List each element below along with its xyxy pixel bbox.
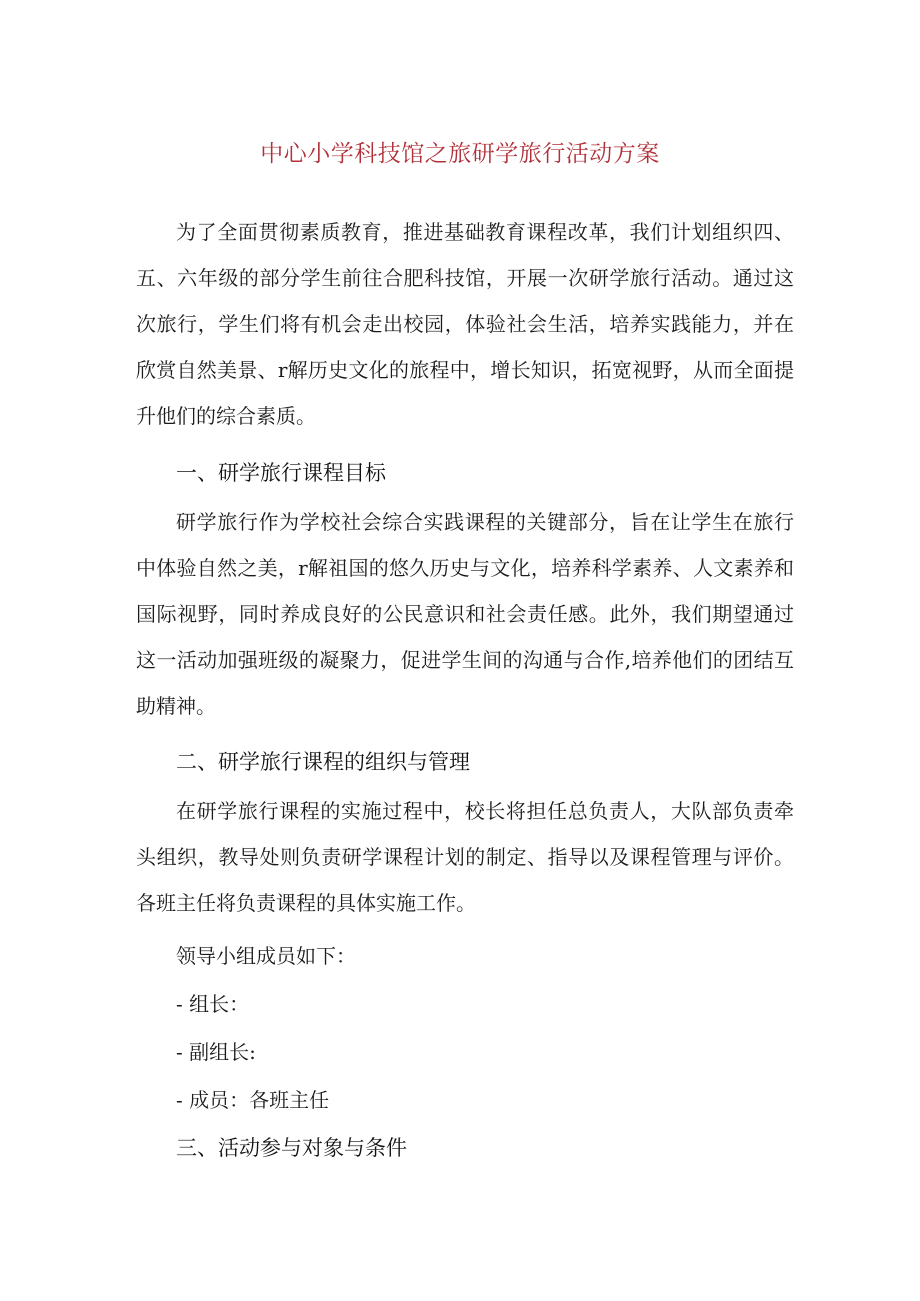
section-2-paragraph: 在研学旅行课程的实施过程中，校长将担任总负责人，大队部负责牵头组织，教导处则负责研学课程计划的制定、指导以及课程管理与评价。各班主任将负责课程的具体实施工作。 [136,799,794,915]
section-3-heading: 三、活动参与对象与条件 [176,1136,407,1160]
section-1-paragraph: 研学旅行作为学校社会综合实践课程的关键部分，旨在让学生在旅行中体验自然之美，r解祖国的悠久历史与文化，培养科学素养、人文素养和国际视野，同时养成良好的公民意识和社会责任感。此外，我们期望通过这一活动加强班级的凝聚力，促进学生间的沟通与合作,培养他们的团结互助精神。 [136,510,794,718]
member-deputy: - 副组长: [176,1040,256,1064]
section-2-heading: 二、研学旅行课程的组织与管理 [176,750,470,774]
document-title: 中心小学科技馆之旅研学旅行活动方案 [260,141,660,167]
members-intro: 领导小组成员如下： [176,944,356,968]
intro-paragraph: 为了全面贯彻素质教育，推进基础教育课程改革，我们计划组织四、五、六年级的部分学生前往合肥科技馆，开展一次研学旅行活动。通过这次旅行，学生们将有机会走出校园，体验社会生活，培养实践能力，并在欣赏自然美景、r解历史文化的旅程中，增长知识，拓宽视野，从而全面提升他们的综合素质。 [136,220,794,428]
section-1-heading: 一、研学旅行课程目标 [176,461,386,485]
member-staff: - 成员：各班主任 [176,1088,330,1112]
member-leader: - 组长： [176,992,250,1016]
